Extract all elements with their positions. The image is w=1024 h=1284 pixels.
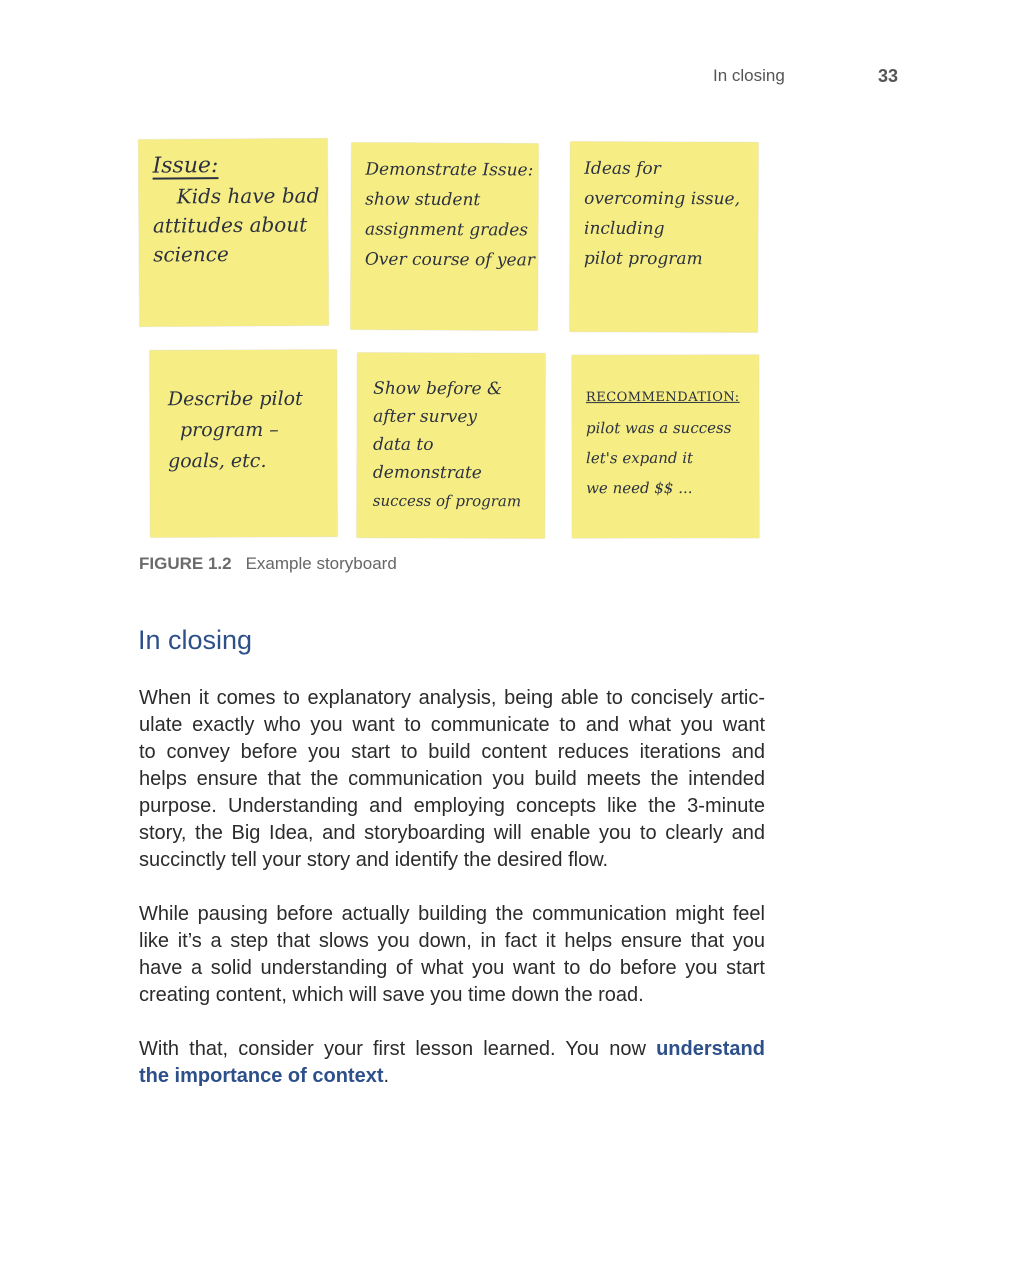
- paragraph-line: creating content, which will save you time down the road.: [139, 984, 644, 1006]
- note-text-line: Issue:: [152, 153, 219, 179]
- sticky-note-demonstrate-issue: [351, 143, 539, 331]
- sticky-note-pilot-program: [150, 350, 338, 538]
- paragraph-line: story, the Big Idea, and storyboarding will enable you to clearly and: [139, 822, 765, 844]
- paragraph-line: like it’s a step that slows you down, in fact it helps ensure that you: [139, 930, 765, 952]
- sticky-note-recommendation: [572, 355, 759, 538]
- paragraph-line: purpose. Understanding and employing concepts like the 3-minute: [139, 795, 765, 817]
- note-text-line: pilot was a success: [585, 418, 732, 438]
- note-text-line: after survey: [373, 406, 478, 428]
- paragraph-line: ulate exactly who you want to communicate to and what you want: [139, 714, 765, 736]
- running-head: In closing: [713, 66, 785, 85]
- paragraph-text: With that, consider your first lesson learned. You now: [139, 1038, 657, 1060]
- body-paragraph: [139, 685, 765, 874]
- paragraph-text: .: [383, 1065, 390, 1087]
- note-text-line: Demonstrate Issue:: [365, 159, 534, 181]
- note-text-line: Kids have bad: [176, 183, 320, 209]
- note-text-line: we need $$ ...: [586, 478, 693, 498]
- note-text-line: demonstrate: [372, 462, 482, 484]
- figure-label: FIGURE 1.2: [139, 554, 232, 573]
- paragraph-line: While pausing before actually building the communication might feel: [139, 903, 765, 925]
- note-text-line: RECOMMENDATION:: [585, 389, 740, 406]
- note-text-line: Ideas for: [584, 158, 661, 179]
- note-text-line: Over course of year: [364, 249, 535, 271]
- note-text-line: show student: [365, 189, 481, 211]
- note-text-line: data to: [372, 434, 434, 455]
- section-heading: In closing: [138, 625, 253, 655]
- paragraph-line: helps ensure that the communication you build meets the intended: [139, 768, 765, 790]
- paragraph-line: [139, 1036, 765, 1063]
- paragraph-line: have a solid understanding of what you want to do before you start: [139, 957, 765, 979]
- sticky-note-ideas: [570, 142, 759, 333]
- paragraph-line: to convey before you start to build content reduces iterations and: [139, 741, 765, 763]
- note-text-line: including: [583, 218, 665, 240]
- note-text-line: pilot program: [583, 248, 703, 270]
- body-paragraph: [139, 901, 765, 1009]
- note-text-line: Describe pilot: [167, 387, 303, 411]
- note-text-line: program –: [179, 418, 279, 442]
- sticky-note-survey-data: [357, 353, 546, 539]
- body-paragraph: [139, 1036, 765, 1090]
- note-text-line: Show before &: [373, 378, 503, 400]
- paragraph-line: [139, 1063, 765, 1090]
- note-text-line: overcoming issue,: [584, 188, 741, 210]
- note-text-line: assignment grades: [364, 219, 529, 241]
- figure-caption: [139, 554, 397, 574]
- sticky-note-issue: [138, 138, 328, 326]
- note-text-line: goals, etc.: [168, 449, 267, 473]
- emphasis-text: understand: [656, 1038, 765, 1060]
- emphasis-text: the importance of context: [139, 1065, 384, 1087]
- paragraph-line: When it comes to explanatory analysis, being able to concisely artic-: [139, 687, 765, 709]
- note-text-line: success of program: [372, 491, 522, 511]
- note-text-line: let's expand it: [586, 448, 694, 468]
- paragraph-line: succinctly tell your story and identify the desired flow.: [139, 849, 609, 871]
- figure-caption-text: Example storyboard: [245, 554, 397, 573]
- page-number: 33: [878, 66, 899, 86]
- note-text-line: attitudes about: [152, 212, 308, 238]
- note-text-line: science: [153, 242, 229, 267]
